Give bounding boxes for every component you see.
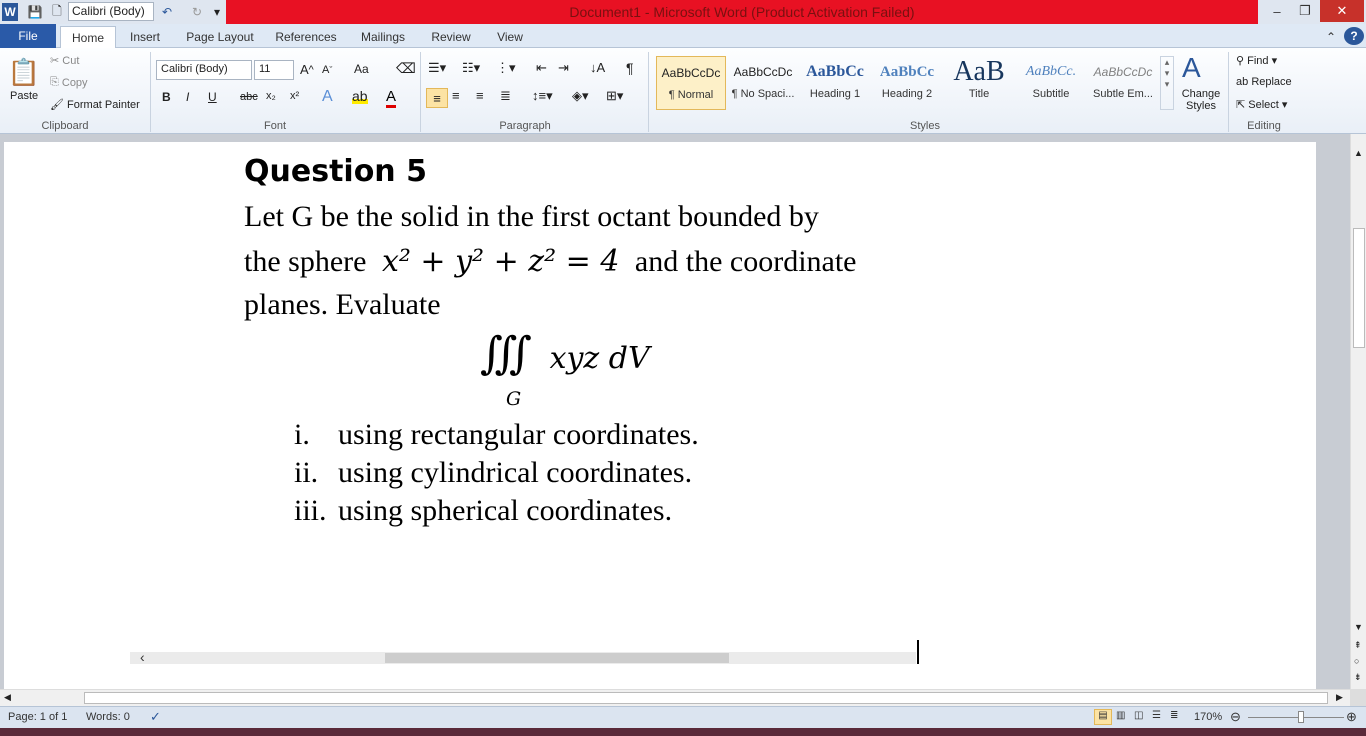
group-divider [150,52,151,132]
vertical-scrollbar[interactable] [1350,134,1366,689]
quick-access-font-combo[interactable]: Calibri (Body) [68,2,154,21]
zoom-level[interactable]: 170% [1194,711,1223,723]
paintbrush-icon: 🖌 [50,99,64,111]
paste-button[interactable]: Paste [10,90,39,102]
align-center-icon[interactable]: ≡ [452,88,460,103]
bold-button[interactable]: B [162,90,171,104]
list-number: iii. [294,494,327,527]
zoom-slider[interactable] [1248,717,1344,718]
web-layout-icon[interactable]: ◫ [1134,710,1144,721]
superscript-button[interactable]: x² [290,90,300,102]
clipboard-group-label: Clipboard [41,120,89,132]
full-screen-reading-icon[interactable]: ▥ [1116,710,1126,721]
horizontal-scroll-thumb[interactable] [84,692,1328,704]
tab-insert[interactable]: Insert [129,30,160,44]
format-painter-button[interactable] [50,98,140,111]
document-area [0,134,1350,689]
print-layout-icon[interactable]: ▤ [1094,709,1112,725]
tab-page-layout[interactable]: Page Layout [186,30,254,44]
binoculars-icon: ⚲ [1236,55,1245,67]
grow-font-icon[interactable]: A ^ [300,62,314,77]
paragraph-group-label: Paragraph [499,120,551,132]
show-formatting-button[interactable]: ¶ [626,60,634,76]
question-heading: Question 5 [244,154,427,189]
copy-button[interactable] [50,76,88,89]
help-icon[interactable]: ? [1344,27,1364,45]
list-text: using cylindrical coordinates. [338,456,693,489]
horizontal-scrollbar[interactable] [0,689,1350,706]
tab-review[interactable]: Review [431,30,471,44]
line2-prefix: the sphere [244,245,367,278]
styles-group-label: Styles [910,120,940,132]
list-number: ii. [294,456,319,489]
style-sample: AaBbCcDc [661,66,721,80]
style-subtitle[interactable] [1016,56,1086,110]
justify-icon[interactable]: ≣ [500,88,511,103]
style-name: Heading 1 [809,88,861,100]
customize-quick-access-icon[interactable]: ▾ [213,5,221,19]
new-document-icon[interactable]: 🗋 [52,3,62,18]
style-no-spacing[interactable] [728,56,798,110]
proofing-icon[interactable]: ✓ [150,709,161,724]
line-spacing-icon[interactable]: ↕≡▾ [532,88,553,103]
browse-object-icon[interactable]: ○ [1354,656,1360,666]
outline-icon[interactable]: ☰ [1152,710,1161,721]
minimize-button[interactable]: – [1260,0,1294,22]
scroll-left-icon[interactable]: ◀ [4,692,11,702]
scroll-down-arrow-icon[interactable]: ▼ [1354,622,1363,632]
page-count[interactable]: Page: 1 of 1 [8,711,68,723]
numbering-icon[interactable]: ☷▾ [462,60,481,75]
align-right-icon[interactable]: ≡ [476,88,484,103]
replace-label: Replace [1251,76,1292,88]
format-painter-label: Format Painter [67,98,140,111]
style-heading-1[interactable] [800,56,870,110]
undo-icon[interactable]: ↶ [161,5,173,19]
scroll-up-arrow-icon[interactable]: ▲ [1354,148,1363,158]
style-title[interactable] [944,56,1014,110]
style-name: Heading 2 [881,88,933,100]
line2-suffix: and the coordinate [634,245,857,278]
window-title: Document1 - Microsoft Word (Product Activation Failed) [569,4,915,20]
font-size-combo[interactable]: 11 [254,60,294,80]
document-page[interactable] [4,142,1316,689]
style-sample: AaBbCcDc [733,65,793,79]
tab-mailings[interactable]: Mailings [360,30,405,44]
ribbon [0,48,1366,134]
find-button[interactable]: ⚲ Find ▾ [1236,54,1278,67]
save-icon[interactable]: 💾 [27,5,43,19]
taskbar [0,728,1366,736]
tab-view[interactable]: View [497,30,523,44]
bullets-icon[interactable]: ☰▾ [428,60,447,75]
scroll-right-icon[interactable]: ▶ [1336,692,1343,702]
style-sample: AaB [953,56,1005,87]
change-styles-icon[interactable]: A [1182,52,1201,83]
scroll-left-arrow-icon[interactable]: ‹ [140,649,145,665]
highlight-icon[interactable]: ab [352,88,368,104]
sort-icon[interactable]: ↓A [590,60,606,75]
previous-page-icon[interactable]: ⇞ [1354,640,1362,650]
clear-formatting-icon[interactable]: ⌫ [396,60,416,76]
paste-icon[interactable]: 📋 [7,56,41,87]
style-subtle-emphasis[interactable] [1088,56,1158,110]
editing-group-label: Editing [1247,120,1281,132]
style-sample: AaBbCc [879,63,935,80]
list-item [294,494,672,528]
style-sample: AaBbCc [806,63,864,80]
select-label: Select [1248,98,1279,111]
font-name-combo[interactable]: Calibri (Body) [156,60,252,80]
style-name: Title [968,88,990,100]
font-color-icon[interactable]: A [386,88,396,108]
copy-icon: ⎘ [50,76,59,88]
question-line-2 [244,244,857,279]
font-group-label: Font [263,120,286,132]
subscript-button[interactable]: x₂ [266,90,276,102]
group-divider [420,52,421,132]
group-divider [1228,52,1229,132]
find-label: Find [1247,54,1269,67]
underline-button[interactable]: U [208,90,217,104]
group-divider [648,52,649,132]
zoom-out-icon[interactable]: ⊖ [1230,709,1241,724]
zoom-slider-handle[interactable] [1298,711,1304,723]
minimize-ribbon-icon[interactable]: ⌃ [1325,30,1337,44]
cut-button[interactable] [50,54,79,67]
tab-file[interactable]: File [0,24,56,48]
align-left-icon[interactable]: ≡ [426,88,448,108]
text-effects-icon[interactable]: A [322,88,333,105]
vertical-scroll-thumb[interactable] [1353,228,1365,348]
style-name: Subtitle [1032,88,1070,100]
embedded-image-scrollbar[interactable] [130,649,916,665]
copy-label: Copy [61,76,88,89]
replace-button[interactable] [1236,76,1292,88]
replace-icon: ab [1236,76,1249,88]
style-heading-2[interactable] [872,56,942,110]
multilevel-list-icon[interactable]: ⋮▾ [496,60,516,75]
status-bar [0,706,1366,728]
borders-icon[interactable]: ⊞▾ [606,88,624,103]
select-button[interactable]: ⇱ Select ▾ [1236,98,1288,111]
zoom-in-icon[interactable]: ⊕ [1346,709,1357,724]
triple-integral [480,328,650,379]
list-text: using spherical coordinates. [338,494,673,527]
style-name: ¶ No Spaci... [731,88,795,100]
shrink-font-icon[interactable]: A ˇ [322,64,333,76]
list-item [294,456,692,490]
style-name: ¶ Normal [668,89,714,101]
ribbon-tabs [0,24,1366,48]
question-line-1: Let G be the solid in the first octant bounded by [244,200,819,233]
restore-button[interactable]: ❐ [1288,0,1322,22]
title-bar [0,0,1366,24]
style-normal[interactable] [656,56,726,110]
list-text: using rectangular coordinates. [338,418,699,451]
style-sample: AaBbCc. [1025,64,1077,79]
style-sample: AaBbCcDc [1093,65,1153,79]
styles-gallery-scroll[interactable]: ▴ ▾ ▾ [1160,56,1174,110]
embedded-scroll-thumb[interactable] [385,653,729,663]
word-logo-icon: W [2,3,18,21]
change-styles-button[interactable]: Change Styles [1181,88,1221,112]
change-case-button[interactable]: Aa [354,62,369,76]
sphere-equation: x² + y² + z² = 4 [381,244,620,279]
scissors-icon: ✂ [50,55,60,67]
increase-indent-icon[interactable]: ⇥ [558,60,569,75]
cursor-arrow-icon: ⇱ [1236,99,1246,111]
cut-label: Cut [62,54,80,67]
draft-icon[interactable]: ≣ [1170,710,1179,721]
redo-icon[interactable]: ↻ [191,5,203,19]
tab-home[interactable]: Home [60,26,116,49]
word-count[interactable]: Words: 0 [86,711,130,723]
integrand: xyz dV [549,341,650,376]
question-line-3: planes. Evaluate [244,288,441,321]
next-page-icon[interactable]: ⇟ [1354,672,1362,682]
italic-button[interactable]: I [186,90,190,104]
list-item [294,418,699,452]
shading-icon[interactable]: ◈▾ [572,88,589,103]
style-name: Subtle Em... [1093,88,1153,100]
list-number: i. [294,418,310,451]
close-button[interactable]: ✕ [1320,0,1364,22]
text-cursor [917,640,919,664]
tab-references[interactable]: References [275,30,337,44]
strikethrough-button[interactable]: abc [240,91,258,103]
integral-symbol: ∭ [480,328,519,379]
integral-region: G [506,388,522,410]
decrease-indent-icon[interactable]: ⇤ [536,60,547,75]
